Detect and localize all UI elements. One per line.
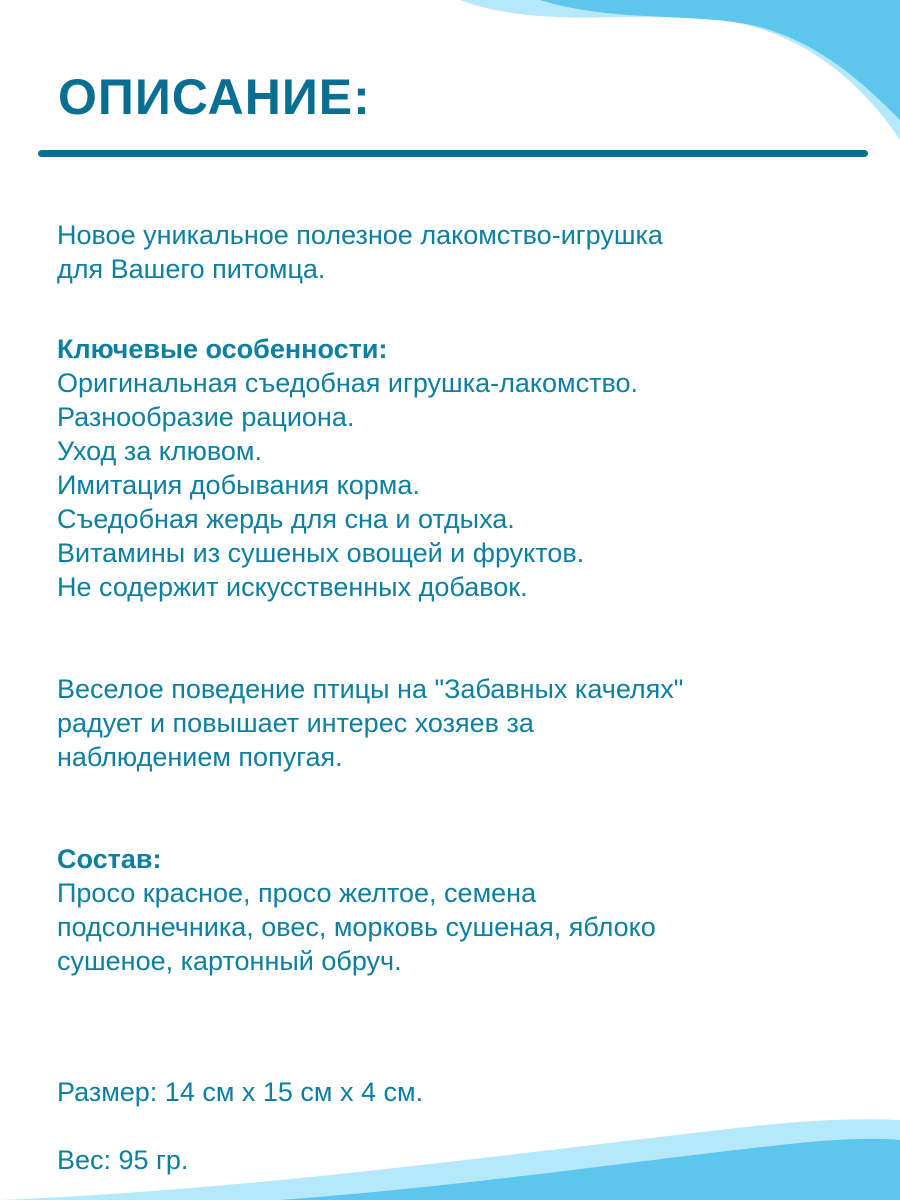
fun-line: Веселое поведение птицы на "Забавных качелях" [57,674,684,704]
feature-item: Уход за клювом. [57,436,262,466]
description-content [57,218,857,1177]
fun-line: радует и повышает интерес хозяев за [57,708,534,738]
intro-line: для Вашего питомца. [57,254,326,284]
title-underline [38,150,868,157]
composition-line: сушеное, картонный обруч. [57,946,402,976]
top-wave-decoration [420,0,900,140]
feature-item: Разнообразие рациона. [57,402,355,432]
fun-line: наблюдением попугая. [57,742,343,772]
composition-line: Просо красное, просо желтое, семена [57,878,537,908]
feature-item: Имитация добывания корма. [57,470,420,500]
size-info: Размер: 14 см х 15 см х 4 см. [57,1077,424,1107]
feature-item: Не содержит искусственных добавок. [57,572,528,602]
feature-item: Съедобная жердь для сна и отдыха. [57,504,515,534]
composition-line: подсолнечника, овес, морковь сушеная, яблоко [57,912,656,942]
features-heading: Ключевые особенности: [57,334,388,364]
page-title: ОПИСАНИЕ: [58,69,371,125]
feature-item: Витамины из сушеных овощей и фруктов. [57,538,585,568]
composition-heading: Состав: [57,844,162,874]
weight-info: Вес: 95 гр. [57,1145,189,1175]
feature-item: Оригинальная съедобная игрушка-лакомство. [57,368,639,398]
intro-line: Новое уникальное полезное лакомство-игрушка [57,220,663,250]
